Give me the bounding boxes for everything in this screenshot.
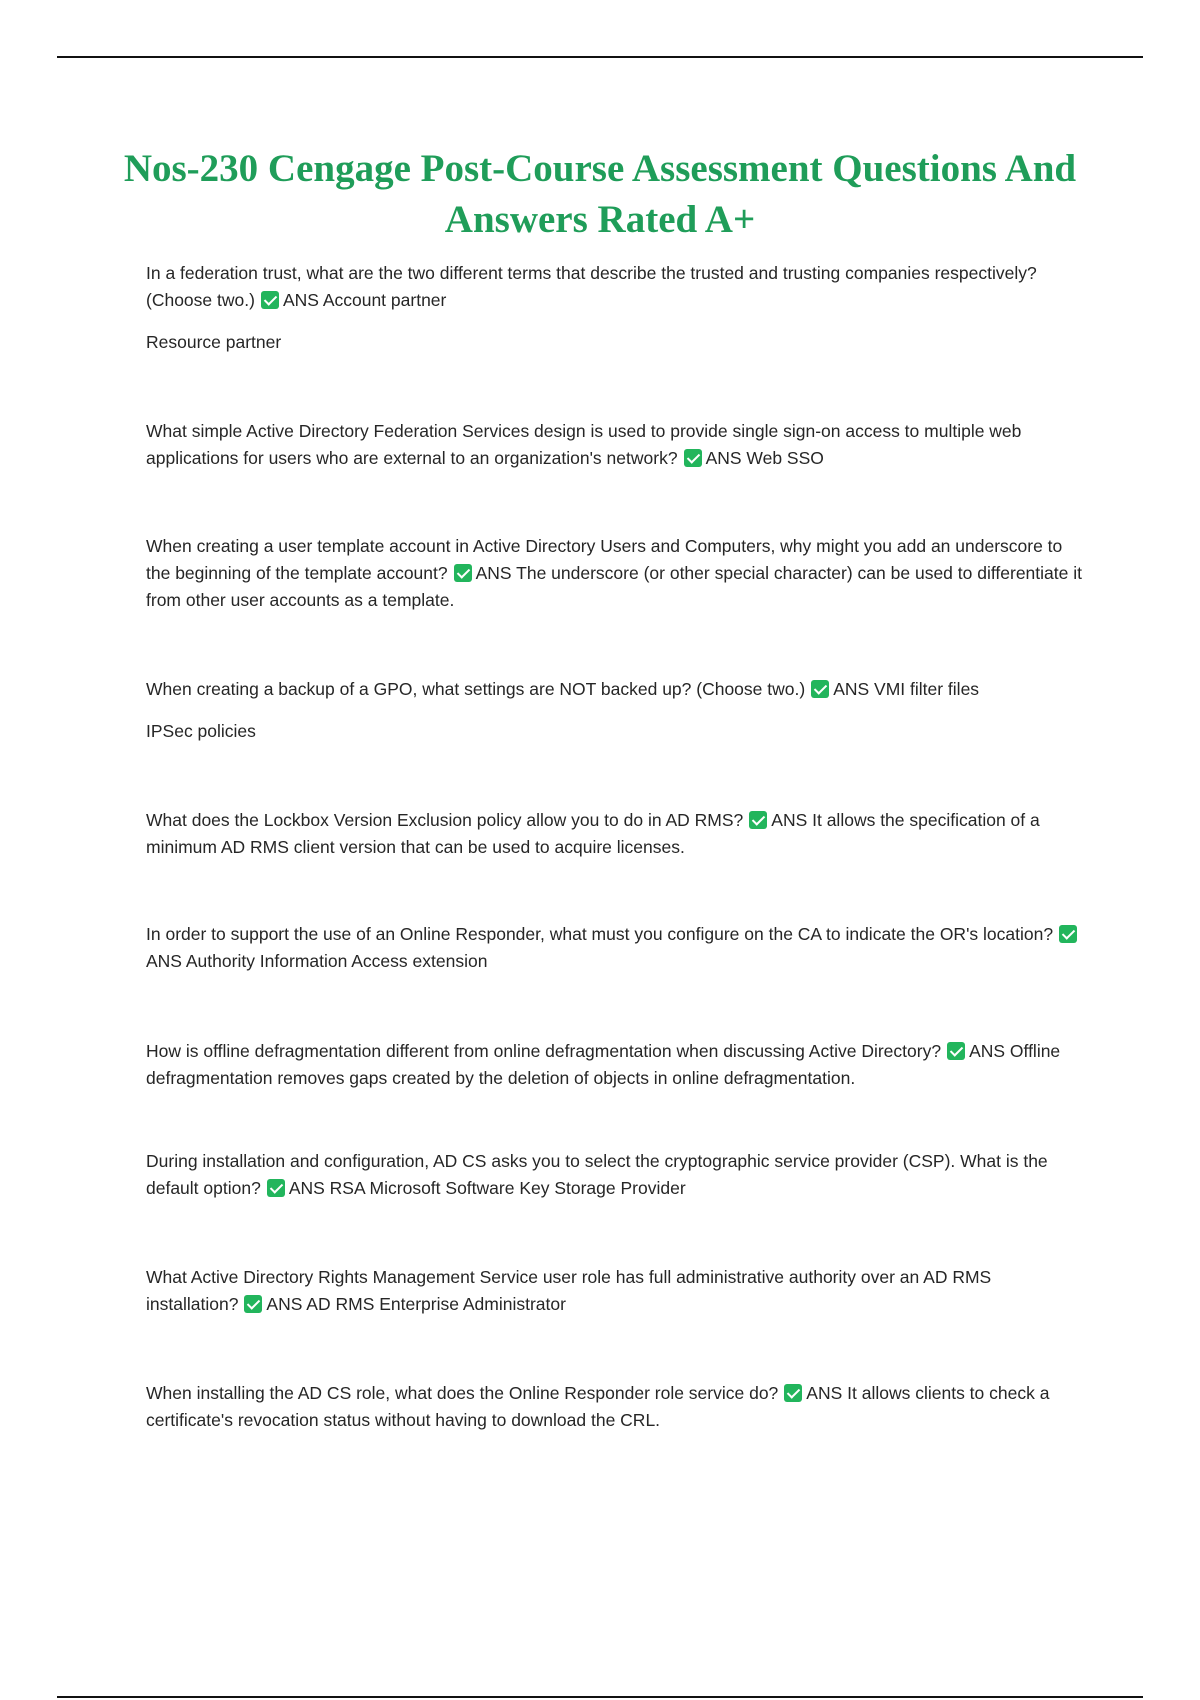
qa-text (146, 1264, 1086, 1318)
question-text: How is offline defragmentation different from online defragmentation when discussing Active Directory? (146, 1041, 942, 1061)
qa-text (146, 1038, 1086, 1092)
qa-text (146, 676, 1086, 703)
question-text: In a federation trust, what are the two different terms that describe the trusted and trusting companies respectively? (Choose two.) (146, 263, 1037, 310)
answer-text: ANS It allows clients to check a certificate's revocation status without having to download the CRL. (146, 1383, 1050, 1430)
question-text: During installation and configuration, AD CS asks you to select the cryptographic service provider (CSP). What is the default option? (146, 1151, 1048, 1198)
qa-item (146, 676, 1086, 745)
green-checkmark-icon (684, 449, 702, 467)
answer-text: ANS Web SSO (705, 448, 824, 468)
question-text: What does the Lockbox Version Exclusion policy allow you to do in AD RMS? (146, 810, 744, 830)
footer-rule (57, 1696, 1143, 1698)
qa-text (146, 418, 1086, 472)
qa-item (146, 1148, 1086, 1202)
question-text: When creating a backup of a GPO, what settings are NOT backed up? (Choose two.) (146, 679, 806, 699)
answer-extra: Resource partner (146, 332, 282, 352)
green-checkmark-icon (947, 1042, 965, 1060)
qa-item (146, 921, 1086, 975)
answer-text: ANS AD RMS Enterprise Administrator (266, 1294, 566, 1314)
green-checkmark-icon (811, 680, 829, 698)
question-text: What Active Directory Rights Management Service user role has full administrative authority over an AD RMS installation? (146, 1267, 992, 1314)
answer-text: ANS It allows the specification of a minimum AD RMS client version that can be used to acquire licenses. (146, 810, 1040, 857)
green-checkmark-icon (244, 1295, 262, 1313)
answer-text: ANS Offline defragmentation removes gaps created by the deletion of objects in online defragmentation. (146, 1041, 1061, 1088)
qa-item (146, 1380, 1086, 1434)
green-checkmark-icon (267, 1179, 285, 1197)
qa-text (146, 1380, 1086, 1434)
qa-text (146, 921, 1086, 975)
question-text: When creating a user template account in Active Directory Users and Computers, why might you add an underscore to the beginning of the template account? (146, 536, 1063, 583)
qa-item (146, 1038, 1086, 1092)
qa-text (146, 1148, 1086, 1202)
question-text: When installing the AD CS role, what does the Online Responder role service do? (146, 1383, 779, 1403)
green-checkmark-icon (749, 811, 767, 829)
qa-text (146, 807, 1086, 861)
qa-item (146, 418, 1086, 472)
question-text: What simple Active Directory Federation Services design is used to provide single sign-on access to multiple web applications for users who are external to an organization's network? (146, 421, 1022, 468)
qa-item (146, 533, 1086, 614)
answer-text: ANS Authority Information Access extension (146, 951, 488, 971)
answer-text: ANS Account partner (282, 290, 447, 310)
question-text: In order to support the use of an Online Responder, what must you configure on the CA to indicate the OR's location? (146, 924, 1054, 944)
answer-text: ANS RSA Microsoft Software Key Storage Provider (288, 1178, 686, 1198)
header-rule (57, 56, 1143, 58)
answer-text: ANS The underscore (or other special character) can be used to differentiate it from other user accounts as a template. (146, 563, 1082, 610)
page-title: Nos-230 Cengage Post-Course Assessment Questions And Answers Rated A+ (123, 147, 1077, 241)
qa-text (146, 260, 1086, 314)
qa-text (146, 533, 1086, 614)
answer-extra: IPSec policies (146, 721, 256, 741)
green-checkmark-icon (1059, 925, 1077, 943)
answer-text: ANS VMI filter files (833, 679, 980, 699)
green-checkmark-icon (784, 1384, 802, 1402)
qa-item (146, 260, 1086, 356)
qa-item (146, 807, 1086, 861)
green-checkmark-icon (454, 564, 472, 582)
green-checkmark-icon (261, 291, 279, 309)
qa-item (146, 1264, 1086, 1318)
